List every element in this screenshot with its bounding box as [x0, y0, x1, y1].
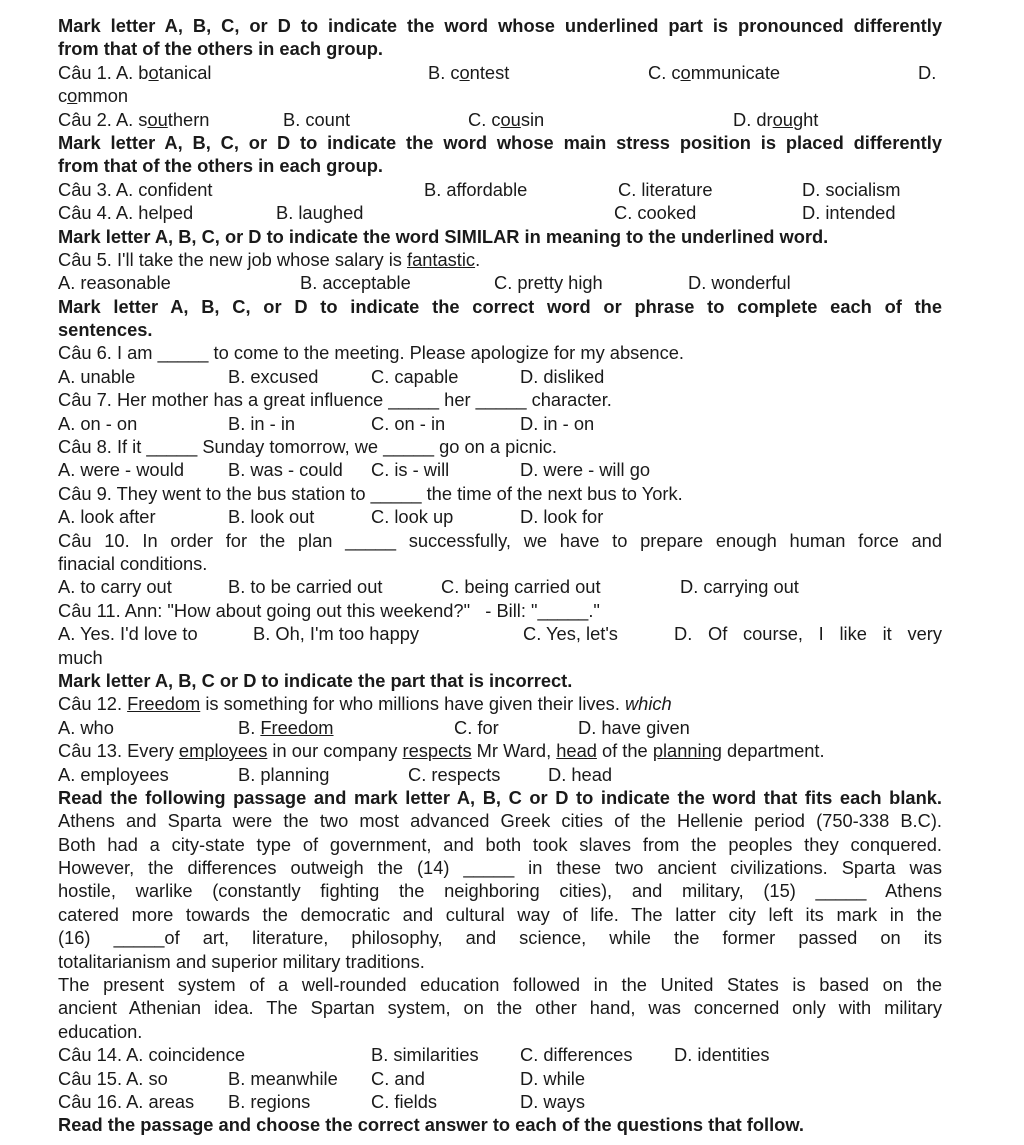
heading-text: Mark letter A, B, C, or D to indicate the word whose underlined part is pronounced differently: [58, 15, 942, 36]
question-10-stem-line-1: [58, 529, 942, 552]
option-text: mmon: [77, 85, 129, 107]
stem-text: is something for who millions have given their lives.: [200, 693, 625, 715]
question-6-option-d: D. disliked: [520, 365, 605, 387]
underlined-word: planning: [652, 740, 722, 762]
underlined-part: o: [680, 61, 691, 83]
question-9-option-d: D. look for: [520, 506, 604, 528]
stem-text: Mr Ward,: [471, 740, 557, 762]
passage-text: However, the differences outweigh the (14) _____ in these two ancient civilizations. Sparta was: [58, 857, 942, 879]
question-1-option-d-label: D.: [918, 61, 937, 83]
option-text: mmunicate: [690, 61, 781, 83]
heading-text: from that of the others in each group.: [58, 155, 384, 177]
question-8-option-a: A. were - would: [58, 459, 184, 481]
question-number: Câu 12.: [58, 693, 128, 715]
question-16-option-d: D. ways: [520, 1090, 586, 1112]
question-6-option-b: B. excused: [228, 365, 319, 387]
question-13-option-c: C. respects: [408, 763, 501, 785]
question-11-option-a: A. Yes. I'd love to: [58, 623, 198, 645]
question-4-option-b: B. laughed: [276, 202, 364, 224]
question-11-stem: [58, 599, 942, 622]
question-13-option-a: A. employees: [58, 763, 169, 785]
handwritten-correction: which: [624, 693, 672, 715]
question-14-option-a: Câu 14. A. coincidence: [58, 1044, 245, 1066]
question-12-option-a: A. who: [58, 716, 114, 738]
question-5-option-d: D. wonderful: [688, 272, 791, 294]
option-text: C. c: [648, 61, 681, 83]
passage-text: catered more towards the democratic and cultural way of life. The latter city left its mark in the: [58, 903, 942, 925]
question-12-options: [58, 716, 942, 739]
question-15: [58, 1067, 942, 1090]
question-number: Câu 2.: [58, 108, 116, 130]
section-4-heading-line-2: [58, 318, 942, 341]
option-text: B.: [238, 716, 261, 738]
question-12-option-d: D. have given: [578, 716, 690, 738]
option-text: C. c: [468, 108, 501, 130]
passage-line: [58, 903, 942, 926]
underlined-word: Freedom: [127, 693, 201, 715]
option-text: A. s: [115, 108, 148, 130]
stem-text: finacial conditions.: [58, 552, 208, 574]
question-4-option-a: Câu 4. A. helped: [58, 202, 194, 224]
stem-text: department.: [721, 740, 825, 762]
question-6-option-c: C. capable: [371, 365, 459, 387]
question-8-option-d: D. were - will go: [520, 459, 651, 481]
question-11-option-c: C. Yes, let's: [523, 623, 618, 645]
question-2-option-d: [733, 108, 818, 131]
question-number: Câu 1.: [58, 61, 116, 83]
passage-text: The present system of a well-rounded education followed in the United States is based on the: [58, 974, 942, 996]
question-8-options: [58, 458, 942, 481]
passage-line: [58, 856, 942, 879]
question-10-option-d: D. carrying out: [680, 576, 799, 598]
option-text: A. b: [115, 61, 149, 83]
heading-text: Mark letter A, B, C, or D to indicate the correct word or phrase to complete each of the: [58, 295, 942, 317]
underlined-word: fantastic: [406, 248, 476, 270]
question-15-option-c: C. and: [371, 1067, 425, 1089]
passage-line: [58, 973, 942, 996]
question-11-option-d: D. Of course, I like it very: [674, 623, 942, 645]
question-13-option-b: B. planning: [238, 763, 330, 785]
question-8-stem: [58, 435, 942, 458]
question-16-option-c: C. fields: [371, 1090, 438, 1112]
section-2-heading-line-2: [58, 154, 942, 177]
question-1-option-a: [58, 61, 212, 84]
section-1-heading-line-1: [58, 14, 942, 37]
passage-line: [58, 833, 942, 856]
question-5: [58, 248, 942, 271]
passage-text: hostile, warlike (constantly fighting the neighboring cities), and military, (15) _____ Athens: [58, 880, 942, 902]
passage-line: [58, 879, 942, 902]
question-15-option-b: B. meanwhile: [228, 1067, 338, 1089]
heading-text: Read the passage and choose the correct answer to each of the questions that follow.: [58, 1114, 804, 1136]
underlined-part: ou: [147, 108, 168, 130]
question-3-option-c: C. literature: [618, 178, 713, 200]
option-text: much: [58, 646, 103, 668]
question-5-options: [58, 271, 942, 294]
question-6-options: [58, 365, 942, 388]
passage-line: [58, 996, 942, 1019]
stem-text: in our company: [267, 740, 403, 762]
underlined-part: o: [67, 85, 78, 107]
question-11-options: [58, 622, 942, 645]
question-9-option-b: B. look out: [228, 506, 315, 528]
question-9-stem: [58, 482, 942, 505]
question-6-stem: [58, 341, 942, 364]
stem-text: Câu 7. Her mother has a great influence _____ her _____ character.: [58, 389, 612, 411]
underlined-part: ou: [772, 108, 793, 130]
passage-line: [58, 1020, 942, 1043]
underlined-part: o: [148, 61, 159, 83]
stem-text: of the: [596, 740, 653, 762]
section-1-heading-line-2: [58, 37, 942, 60]
question-4: [58, 201, 942, 224]
stem-text: Câu 6. I am _____ to come to the meeting. Please apologize for my absence.: [58, 342, 684, 364]
heading-text: Mark letter A, B, C, or D to indicate the word whose main stress position is placed differently: [58, 131, 942, 153]
option-text: B. c: [428, 61, 460, 83]
question-16-option-b: B. regions: [228, 1090, 311, 1112]
question-3-option-d: D. socialism: [802, 178, 901, 200]
underlined-word: head: [556, 740, 597, 762]
question-15-option-d: D. while: [520, 1067, 586, 1089]
question-12-option-b: [238, 716, 334, 739]
question-2-option-c: [468, 108, 544, 131]
stem-text: Câu 8. If it _____ Sunday tomorrow, we _____ go on a picnic.: [58, 436, 557, 458]
question-1: [58, 61, 942, 84]
heading-text: Mark letter A, B, C, or D to indicate the word SIMILAR in meaning to the underlined word.: [58, 225, 829, 247]
passage-line: [58, 950, 942, 973]
section-2-heading-line-1: [58, 131, 942, 154]
passage-text: education.: [58, 1020, 143, 1042]
question-3: [58, 178, 942, 201]
stem-text: Câu 13. Every: [58, 740, 179, 762]
question-12-option-c: C. for: [454, 716, 499, 738]
worksheet: [58, 14, 942, 1137]
question-13-stem: [58, 739, 942, 762]
passage-text: ancient Athenian idea. The Spartan system, on the other hand, was concerned only with military: [58, 997, 942, 1019]
question-9-option-a: A. look after: [58, 506, 156, 528]
question-11-option-b: B. Oh, I'm too happy: [253, 623, 420, 645]
heading-text: from that of the others in each group.: [58, 38, 384, 60]
question-13-option-d: D. head: [548, 763, 613, 785]
question-3-option-b: B. affordable: [424, 178, 528, 200]
section-7-heading: [58, 1113, 942, 1136]
option-text: D. dr: [733, 108, 773, 130]
stem-text: [58, 739, 825, 762]
passage-paragraph-1: [58, 809, 942, 973]
stem-text: [58, 692, 672, 715]
underlined-part: ou: [500, 108, 521, 130]
question-7-stem: [58, 388, 942, 411]
question-11-wrap: [58, 646, 942, 669]
question-7-option-d: D. in - on: [520, 412, 595, 434]
question-1-option-b: [428, 61, 509, 84]
question-10-option-c: C. being carried out: [441, 576, 601, 598]
passage-text: Both had a city-state type of government, and both took slaves from the peoples they conquered.: [58, 833, 942, 855]
passage-text: (16) _____of art, literature, philosophy, and science, while the former passed on its: [58, 927, 942, 949]
question-5-option-b: B. acceptable: [300, 272, 411, 294]
stem-text: Câu 9. They went to the bus station to _____ the time of the next bus to York.: [58, 482, 683, 504]
question-3-option-a: Câu 3. A. confident: [58, 178, 213, 200]
question-5-option-c: C. pretty high: [494, 272, 603, 294]
question-2-option-a: [58, 108, 209, 131]
question-2-option-b: B. count: [283, 108, 351, 130]
question-10-option-b: B. to be carried out: [228, 576, 383, 598]
underlined-word: employees: [178, 740, 268, 762]
question-7-options: [58, 412, 942, 435]
option-text: ntest: [469, 61, 510, 83]
option-text: sin: [520, 108, 545, 130]
passage-line: [58, 926, 942, 949]
question-5-stem: [58, 248, 480, 271]
question-8-option-c: C. is - will: [371, 459, 450, 481]
question-14: [58, 1043, 942, 1066]
question-14-option-c: C. differences: [520, 1044, 633, 1066]
question-14-option-d: D. identities: [674, 1044, 770, 1066]
question-2: [58, 108, 942, 131]
underlined-word: Freedom: [260, 716, 334, 738]
section-3-heading: [58, 225, 942, 248]
question-4-option-c: C. cooked: [614, 202, 697, 224]
stem-text: .: [475, 248, 481, 270]
passage-text: totalitarianism and superior military traditions.: [58, 950, 425, 972]
question-14-option-b: B. similarities: [371, 1044, 479, 1066]
question-9-option-c: C. look up: [371, 506, 454, 528]
question-10-stem-line-2: [58, 552, 942, 575]
underlined-part: o: [459, 61, 470, 83]
question-5-option-a: A. reasonable: [58, 272, 171, 294]
question-7-option-c: C. on - in: [371, 412, 446, 434]
question-16: [58, 1090, 942, 1113]
heading-text: Read the following passage and mark letter A, B, C or D to indicate the word that fits each blank.: [58, 786, 942, 808]
stem-text: Câu 10. In order for the plan _____ successfully, we have to prepare enough human force and: [58, 529, 942, 551]
question-7-option-b: B. in - in: [228, 412, 296, 434]
question-12-stem: [58, 692, 942, 715]
question-1-option-c: [648, 61, 780, 84]
question-10-options: [58, 575, 942, 598]
question-15-option-a: Câu 15. A. so: [58, 1067, 168, 1089]
question-10-option-a: A. to carry out: [58, 576, 172, 598]
question-13-options: [58, 763, 942, 786]
question-8-option-b: B. was - could: [228, 459, 343, 481]
option-text: thern: [167, 108, 210, 130]
passage-paragraph-2: [58, 973, 942, 1043]
stem-text: Câu 11. Ann: "How about going out this weekend?" - Bill: "_____.": [58, 599, 600, 621]
underlined-word: respects: [402, 740, 472, 762]
question-1-wrap: [58, 84, 942, 107]
stem-text: Câu 5. I'll take the new job whose salary is: [58, 248, 407, 270]
question-9-options: [58, 505, 942, 528]
option-text: ght: [792, 108, 819, 130]
section-4-heading-line-1: [58, 295, 942, 318]
passage-line: [58, 809, 942, 832]
section-5-heading: [58, 669, 942, 692]
question-1-option-d: [58, 84, 128, 107]
question-16-option-a: Câu 16. A. areas: [58, 1090, 195, 1112]
passage-text: Athens and Sparta were the two most advanced Greek cities of the Hellenie period (750-338 B.C).: [58, 810, 942, 832]
section-6-heading: [58, 786, 942, 809]
page-edge-shadow: [0, 1137, 1024, 1145]
heading-text: Mark letter A, B, C or D to indicate the part that is incorrect.: [58, 669, 573, 691]
question-6-option-a: A. unable: [58, 365, 136, 387]
question-4-option-d: D. intended: [802, 202, 896, 224]
option-text: tanical: [158, 61, 212, 83]
question-7-option-a: A. on - on: [58, 412, 138, 434]
heading-text: sentences.: [58, 319, 153, 341]
option-text: c: [58, 85, 68, 107]
